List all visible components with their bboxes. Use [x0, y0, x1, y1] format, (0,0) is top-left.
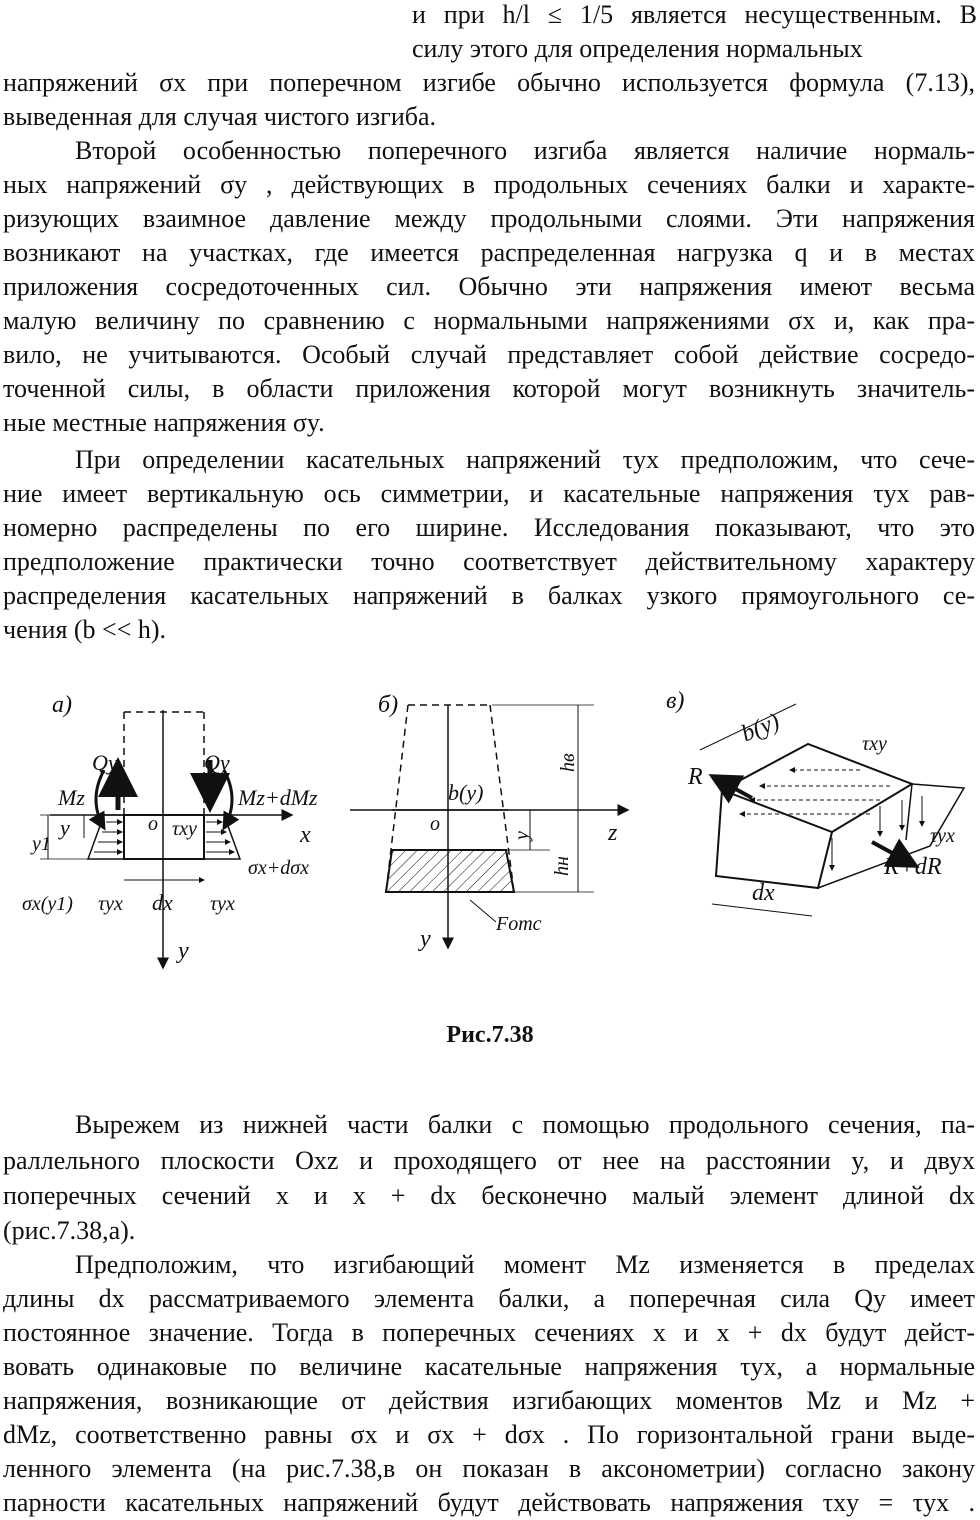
figure-7-38 [0, 670, 980, 1010]
panel-a-label: а) [52, 692, 72, 718]
figure-caption: Рис.7.38 [446, 1022, 534, 1048]
svg-text:Qy: Qy [92, 750, 118, 775]
text-line: ных напряжений σy , действующих в продольных сечениях балки и характе- [3, 170, 975, 199]
text-line: номерно распределены по его ширине. Исследования показывают, что это [3, 513, 975, 542]
text-line: Вырежем из нижней части балки с помощью продольного сечения, па- [75, 1110, 975, 1139]
panel-c-label: в) [666, 688, 685, 714]
svg-text:dx: dx [752, 880, 775, 906]
text-line: раллельного плоскости Oxz и проходящего от нее на расстоянии y, и двух [3, 1146, 975, 1175]
panel-a [22, 692, 318, 968]
svg-text:y: y [60, 815, 70, 840]
text-line: напряжений σx при поперечном изгибе обычно используется формула (7.13), [3, 68, 975, 97]
svg-text:Fотс: Fотс [496, 913, 542, 935]
svg-text:o: o [430, 813, 440, 835]
svg-text:y: y [511, 831, 533, 840]
svg-text:hн: hн [551, 856, 573, 876]
text-line: Второй особенностью поперечного изгиба является наличие нормаль- [75, 136, 975, 165]
text-line: вило, не учитываются. Особый случай представляет собой действие сосредо- [3, 340, 975, 369]
svg-text:y1: y1 [32, 833, 51, 855]
text-line: выведенная для случая чистого изгиба. [3, 102, 437, 131]
text-line: Предположим, что изгибающий момент Mz изменяется в пределах [75, 1250, 975, 1279]
svg-text:Mz: Mz [58, 785, 85, 810]
svg-text:Mz+dMz: Mz+dMz [238, 785, 318, 810]
panel-b-label: б) [378, 692, 399, 718]
text-line: вовать одинаковые по величине касательные напряжения τyx, а нормальные [3, 1352, 975, 1381]
svg-text:hв: hв [557, 753, 579, 772]
svg-text:y: y [178, 938, 189, 964]
text-line: приложения сосредоточенных сил. Обычно эти напряжения имеют весьма [3, 272, 975, 301]
text-line: силу этого для определения нормальных [412, 34, 863, 63]
svg-text:Qy: Qy [204, 750, 230, 775]
text-line: и при h/l ≤ 1/5 является несущественным. В [412, 0, 977, 29]
text-line: чения (b << h). [3, 615, 167, 644]
svg-text:τxy: τxy [862, 733, 887, 755]
text-line: При определении касательных напряжений τyx предположим, что сече- [75, 445, 975, 474]
text-line: ные местные напряжения σy. [3, 408, 325, 437]
text-line: распределения касательных напряжений в балках узкого прямоугольного се- [3, 581, 975, 610]
text-line: напряжения, возникающие от действия изгибающих моментов Mz и Mz + [3, 1386, 975, 1415]
svg-text:b(y): b(y) [448, 780, 484, 805]
svg-text:R: R [688, 764, 703, 790]
svg-text:x: x [300, 822, 311, 848]
svg-text:τyx: τyx [930, 825, 955, 847]
svg-text:σx(y1): σx(y1) [22, 893, 73, 915]
text-line: постоянное значение. Тогда в поперечных сечениях x и x + dx будут дейст- [3, 1318, 975, 1347]
svg-text:dx: dx [152, 890, 173, 915]
text-line: парности касательных напряжений будут действовать напряжения τxy = τyx . [3, 1488, 975, 1517]
text-line: поперечных сечений x и x + dx бесконечно малый элемент длиной dx [3, 1181, 975, 1210]
text-line: длины dx рассматриваемого элемента балки, а поперечная сила Qy имеет [3, 1284, 975, 1313]
text-line: ленного элемента (на рис.7.38,в он показан в аксонометрии) согласно закону [3, 1454, 975, 1483]
text-line: возникают на участках, где имеется распределенная нагрузка q и в местах [3, 238, 975, 267]
svg-text:o: o [148, 813, 158, 835]
text-line: ризующих взаимное давление между продольными слоями. Эти напряжения [3, 204, 975, 233]
svg-text:σx+dσx: σx+dσx [248, 857, 309, 879]
svg-text:z: z [608, 820, 618, 846]
panel-c [666, 688, 964, 916]
text-line: предположение практически точно соответствует действительному характеру [3, 547, 975, 576]
text-line: малую величину по сравнению с нормальными напряжениями σx и, как пра- [3, 306, 975, 335]
svg-text:R+dR: R+dR [884, 854, 942, 880]
svg-text:b(y): b(y) [737, 708, 784, 748]
svg-text:y: y [420, 926, 431, 952]
svg-text:τyx: τyx [98, 893, 123, 915]
svg-text:τxy: τxy [172, 818, 197, 840]
svg-text:τyx: τyx [210, 893, 235, 915]
text-line: ние имеет вертикальную ось симметрии, и касательные напряжения τyx рав- [3, 479, 975, 508]
text-line: точенной силы, в области приложения которой могут возникнуть значитель- [3, 374, 975, 403]
text-line: (рис.7.38,а). [3, 1216, 136, 1245]
text-line: dMz, соответственно равны σx и σx + dσx . По горизонтальной грани выде- [3, 1420, 975, 1449]
panel-b [350, 692, 628, 952]
